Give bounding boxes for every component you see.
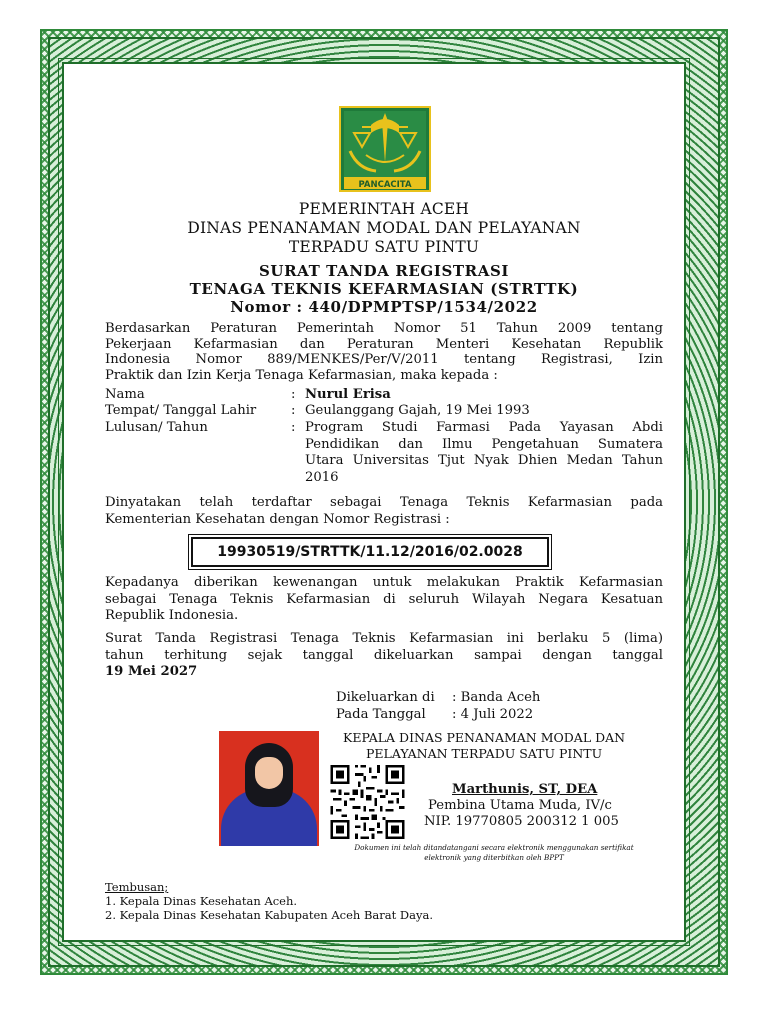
signatory-rank: Pembina Utama Muda, IV/c xyxy=(428,798,612,813)
graduation-line: Program Studi Farmasi Pada Yayasan Abdi xyxy=(305,420,663,435)
authority-paragraph xyxy=(105,575,663,625)
issued-date-label: Pada Tanggal xyxy=(336,707,426,722)
graduation-value xyxy=(305,420,663,486)
validity-paragraph xyxy=(105,631,663,681)
declared-line: Dinyatakan telah terdaftar sebagai Tenaga Teknis Kefarmasian pada xyxy=(105,495,663,510)
signatory-title-line2: PELAYANAN TERPADU SATU PINTU xyxy=(366,746,603,761)
document-title: SURAT TANDA REGISTRASI xyxy=(258,262,509,280)
birth-value: Geulanggang Gajah, 19 Mei 1993 xyxy=(305,403,530,418)
header-agency-cont: TERPADU SATU PINTU xyxy=(288,238,480,256)
name-value: Nurul Erisa xyxy=(305,387,391,402)
authority-line: Republik Indonesia. xyxy=(105,608,239,623)
header-agency: DINAS PENANAMAN MODAL DAN PELAYANAN xyxy=(187,219,581,237)
authority-line: sebagai Tenaga Teknis Kefarmasian di seluruh Wilayah Negara Kesatuan xyxy=(105,591,663,607)
intro-line: Praktik dan Izin Kerja Tenaga Kefarmasian, maka kepada : xyxy=(105,367,498,383)
cc-item: 1. Kepala Dinas Kesehatan Aceh. xyxy=(105,894,298,908)
validity-line: tahun terhitung sejak tanggal dikeluarkan sampai dengan tanggal xyxy=(105,647,663,663)
valid-until-date: 19 Mei 2027 xyxy=(105,664,198,679)
issued-place-value: : Banda Aceh xyxy=(452,690,541,705)
birth-label: Tempat/ Tanggal Lahir xyxy=(105,403,257,418)
aceh-crest-logo xyxy=(336,103,434,193)
graduation-label: Lulusan/ Tahun xyxy=(105,420,208,435)
validity-line: Surat Tanda Registrasi Tenaga Teknis Kefarmasian ini berlaku 5 (lima) xyxy=(105,631,663,646)
e-sign-note-line1: Dokumen ini telah ditandatangani secara elektronik menggunakan sertifikat xyxy=(354,843,634,852)
signatory-name: Marthunis, ST, DEA xyxy=(452,782,598,797)
graduation-line: Pendidikan dan Ilmu Pengetahuan Sumatera xyxy=(305,436,663,452)
registration-number-box: 19930519/STRTTK/11.12/2016/02.0028 xyxy=(191,537,549,567)
intro-line: Indonesia Nomor 889/MENKES/Per/V/2011 tentang Registrasi, Izin xyxy=(105,352,663,367)
graduation-line: Utara Universitas Tjut Nyak Dhien Medan Tahun xyxy=(305,453,663,468)
intro-line: Pekerjaan Kefarmasian dan Peraturan Menteri Kesehatan Republik xyxy=(105,336,663,352)
name-label: Nama xyxy=(105,387,145,402)
crest-label: PANCACITA xyxy=(358,180,412,190)
signatory-title-line1: KEPALA DINAS PENANAMAN MODAL DAN xyxy=(343,730,626,745)
holder-photo xyxy=(219,731,319,846)
document-subtitle: TENAGA TEKNIS KEFARMASIAN (STRTTK) xyxy=(189,280,579,298)
graduation-line: 2016 xyxy=(305,469,339,485)
graduation-colon: : xyxy=(291,420,296,435)
birth-colon: : xyxy=(291,403,296,418)
qr-code xyxy=(323,762,412,842)
signatory-nip: NIP. 19770805 200312 1 005 xyxy=(424,814,619,829)
document-number: Nomor : 440/DPMPTSP/1534/2022 xyxy=(230,298,538,316)
name-colon: : xyxy=(291,387,296,402)
cc-label: Tembusan; xyxy=(105,880,169,894)
issued-place-label: Dikeluarkan di xyxy=(336,690,435,705)
intro-line: Berdasarkan Peraturan Pemerintah Nomor 51 Tahun 2009 tentang xyxy=(105,321,663,336)
intro-paragraph xyxy=(105,321,663,383)
authority-line: Kepadanya diberikan kewenangan untuk melakukan Praktik Kefarmasian xyxy=(105,575,663,590)
declared-line: Kementerian Kesehatan dengan Nomor Registrasi : xyxy=(105,511,450,527)
e-sign-note-line2: elektronik yang diterbitkan oleh BPPT xyxy=(424,853,564,862)
cc-item: 2. Kepala Dinas Kesehatan Kabupaten Aceh Barat Daya. xyxy=(105,908,433,922)
header-government: PEMERINTAH ACEH xyxy=(298,200,470,218)
photo-face xyxy=(255,757,283,789)
declared-paragraph xyxy=(105,495,663,528)
issued-date-value: : 4 Juli 2022 xyxy=(452,707,534,722)
